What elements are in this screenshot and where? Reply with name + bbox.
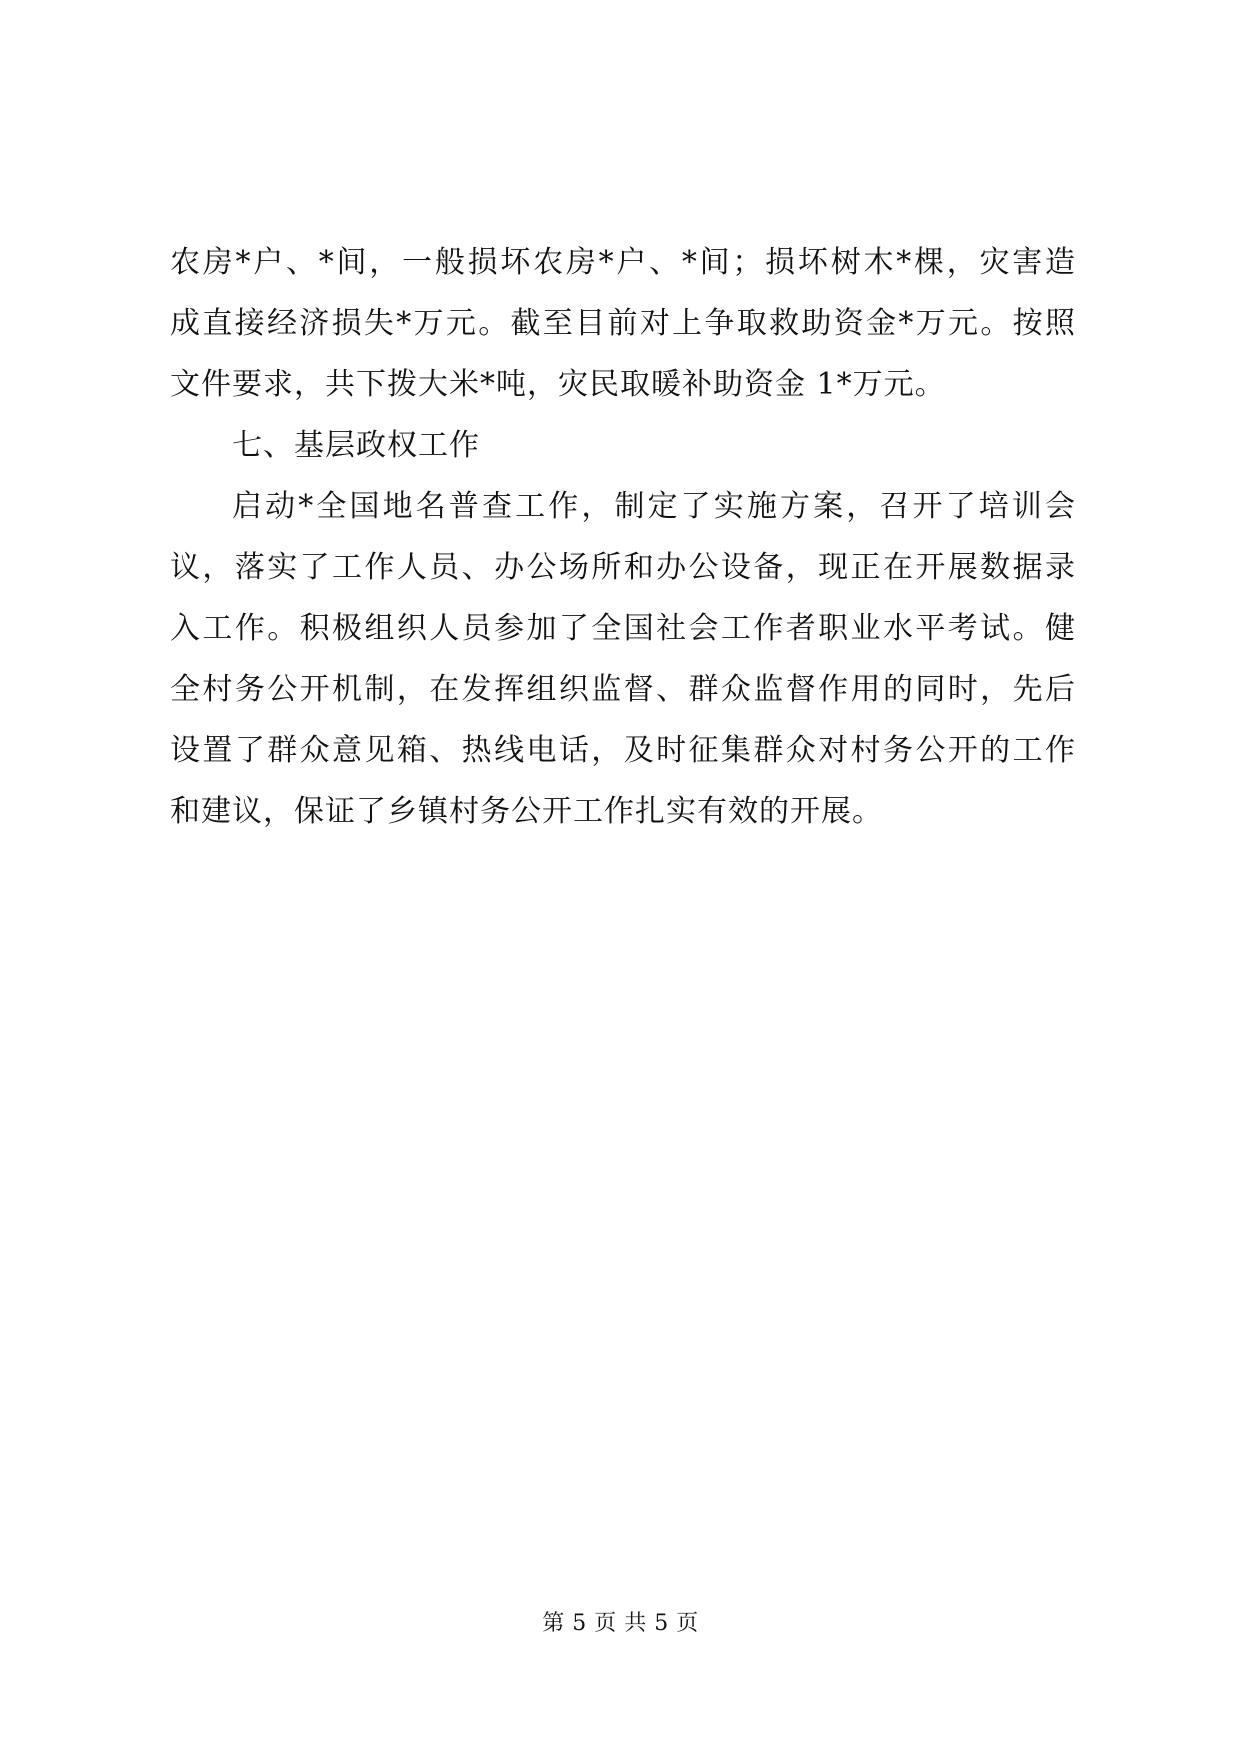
paragraph-line: 成直接经济损失*万元。截至目前对上争取救助资金*万元。按照 [170, 306, 1076, 341]
paragraph-line: 启动*全国地名普查工作，制定了实施方案，召开了培训会 [232, 489, 1076, 524]
document-body [170, 232, 1076, 842]
paragraph-line: 和建议，保证了乡镇村务公开工作扎实有效的开展。 [170, 794, 883, 829]
paragraph-line: 文件要求，共下拨大米*吨，灾民取暖补助资金 1*万元。 [170, 367, 946, 402]
paragraph-line: 设置了群众意见箱、热线电话，及时征集群众对村务公开的工作 [170, 733, 1076, 768]
paragraph-disaster-relief [170, 232, 1076, 415]
page-number-footer: 第 5 页 共 5 页 [542, 1611, 699, 1636]
paragraph-grassroots-governance [170, 476, 1076, 842]
paragraph-line: 全村务公开机制，在发挥组织监督、群众监督作用的同时，先后 [170, 672, 1076, 707]
section-heading: 七、基层政权工作 [232, 428, 480, 463]
paragraph-line: 农房*户、*间，一般损坏农房*户、*间；损坏树木*棵，灾害造 [170, 245, 1076, 280]
paragraph-line: 议，落实了工作人员、办公场所和办公设备，现正在开展数据录 [170, 550, 1076, 585]
paragraph-line: 入工作。积极组织人员参加了全国社会工作者职业水平考试。健 [170, 611, 1076, 646]
